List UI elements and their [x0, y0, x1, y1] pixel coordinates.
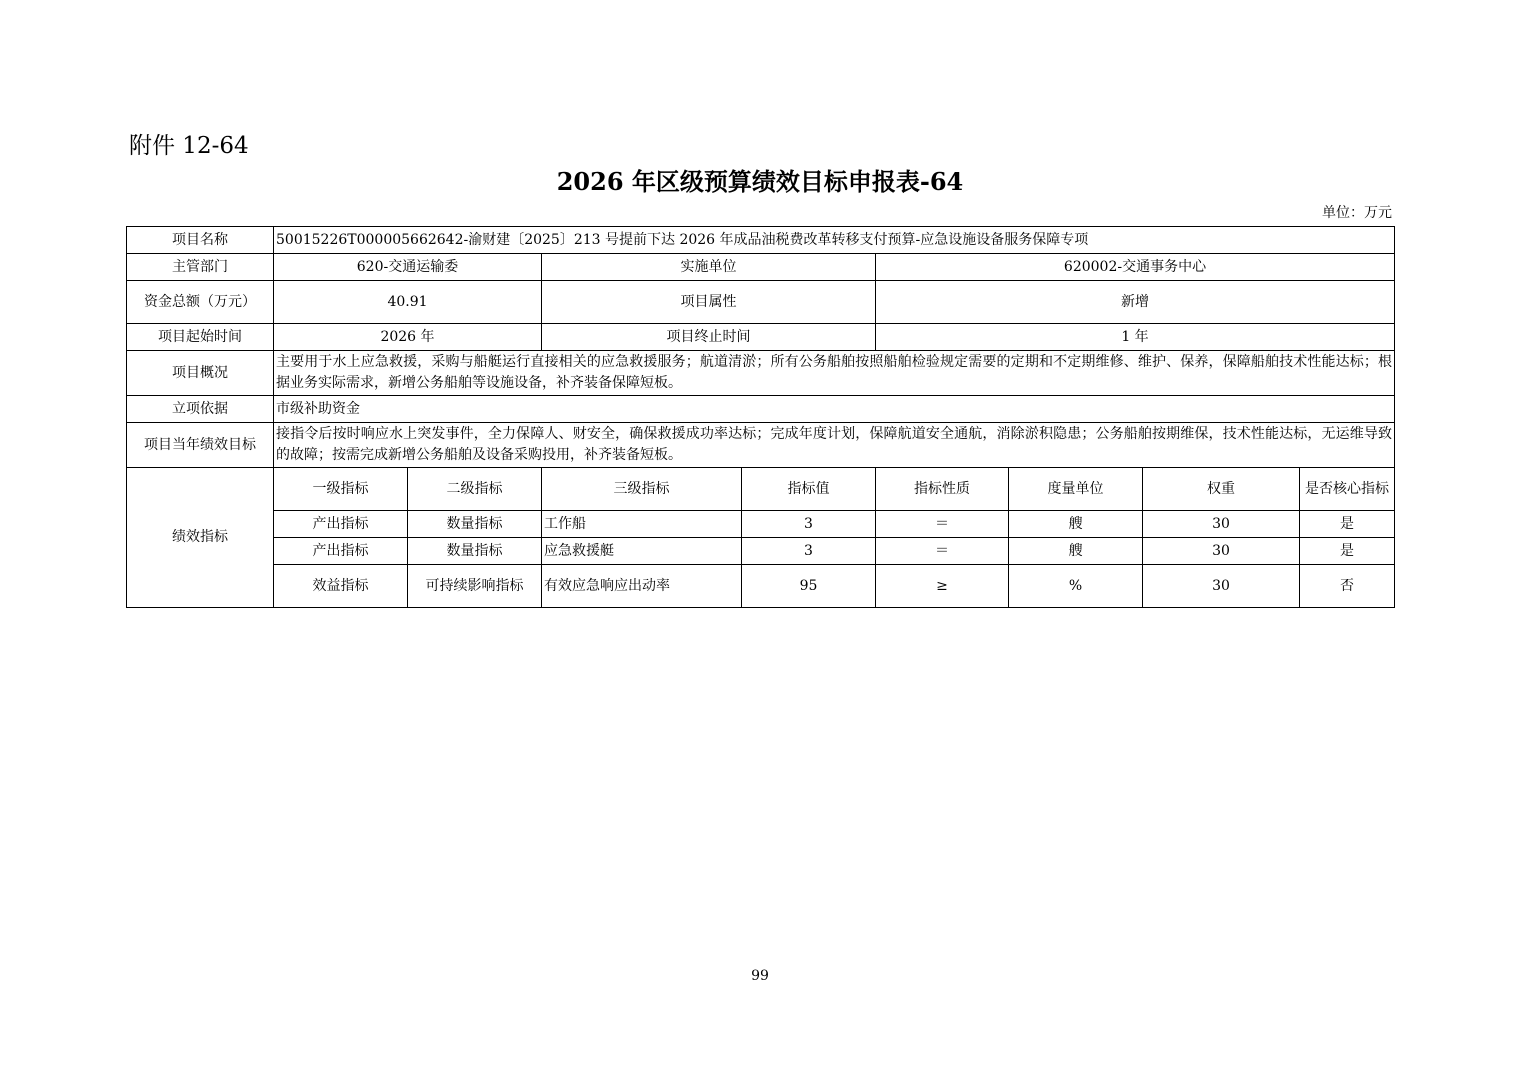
value-cell: 3 [742, 538, 876, 565]
indicators-label: 绩效指标 [127, 468, 274, 608]
level3-cell: 有效应急响应出动率 [542, 565, 742, 608]
department-label: 主管部门 [127, 254, 274, 281]
header-level3: 三级指标 [542, 468, 742, 511]
basis-row [127, 396, 1395, 423]
implementing-unit-value: 620002-交通事务中心 [876, 254, 1395, 281]
header-weight: 权重 [1143, 468, 1300, 511]
start-time-label: 项目起始时间 [127, 324, 274, 351]
total-fund-value: 40.91 [274, 281, 542, 324]
goal-row [127, 423, 1395, 468]
level1-cell: 产出指标 [274, 538, 408, 565]
total-fund-label: 资金总额（万元） [127, 281, 274, 324]
level3-cell: 应急救援艇 [542, 538, 742, 565]
header-level1: 一级指标 [274, 468, 408, 511]
goal-label: 项目当年绩效目标 [127, 423, 274, 468]
indicator-row [127, 538, 1395, 565]
implementing-unit-label: 实施单位 [542, 254, 876, 281]
basis-value: 市级补助资金 [274, 396, 1395, 423]
nature-cell: ＝ [876, 511, 1009, 538]
basis-label: 立项依据 [127, 396, 274, 423]
weight-cell: 30 [1143, 538, 1300, 565]
unit-cell: 艘 [1009, 511, 1143, 538]
overview-label: 项目概况 [127, 351, 274, 396]
end-time-label: 项目终止时间 [542, 324, 876, 351]
unit-cell: 艘 [1009, 538, 1143, 565]
unit-label: 单位：万元 [1322, 205, 1392, 221]
document-title: 2026 年区级预算绩效目标申报表-64 [556, 167, 964, 196]
header-unit: 度量单位 [1009, 468, 1143, 511]
level1-cell: 产出指标 [274, 511, 408, 538]
page-number: 99 [751, 968, 769, 984]
attachment-label: 附件 12-64 [129, 133, 249, 159]
period-row [127, 324, 1395, 351]
level2-cell: 数量指标 [408, 511, 542, 538]
header-core: 是否核心指标 [1300, 468, 1395, 511]
core-cell: 是 [1300, 538, 1395, 565]
budget-performance-table [126, 226, 1395, 608]
header-nature: 指标性质 [876, 468, 1009, 511]
fund-row [127, 281, 1395, 324]
level2-cell: 数量指标 [408, 538, 542, 565]
nature-cell: ≥ [876, 565, 1009, 608]
project-name-value: 50015226T000005662642-渝财建〔2025〕213 号提前下达 2026 年成品油税费改革转移支付预算-应急设施设备服务保障专项 [274, 227, 1395, 254]
indicator-header-row [127, 468, 1395, 511]
project-name-row [127, 227, 1395, 254]
nature-cell: ＝ [876, 538, 1009, 565]
level1-cell: 效益指标 [274, 565, 408, 608]
overview-value: 主要用于水上应急救援，采购与船艇运行直接相关的应急救援服务；航道清淤；所有公务船舶按照船舶检验规定需要的定期和不定期维修、维护、保养，保障船舶技术性能达标；根据业务实际需求，新增公务船舶等设施设备，补齐装备保障短板。 [274, 351, 1395, 396]
indicator-row [127, 565, 1395, 608]
project-attribute-label: 项目属性 [542, 281, 876, 324]
department-value: 620-交通运输委 [274, 254, 542, 281]
indicator-row [127, 511, 1395, 538]
unit-cell: % [1009, 565, 1143, 608]
header-level2: 二级指标 [408, 468, 542, 511]
level3-cell: 工作船 [542, 511, 742, 538]
project-attribute-value: 新增 [876, 281, 1395, 324]
start-time-value: 2026 年 [274, 324, 542, 351]
core-cell: 否 [1300, 565, 1395, 608]
value-cell: 3 [742, 511, 876, 538]
department-row [127, 254, 1395, 281]
goal-value: 接指令后按时响应水上突发事件，全力保障人、财安全，确保救援成功率达标；完成年度计划，保障航道安全通航，消除淤积隐患；公务船舶按期维保，技术性能达标，无运维导致的故障；按需完成新增公务船舶及设备采购投用，补齐装备短板。 [274, 423, 1395, 468]
project-name-label: 项目名称 [127, 227, 274, 254]
header-value: 指标值 [742, 468, 876, 511]
core-cell: 是 [1300, 511, 1395, 538]
end-time-value: 1 年 [876, 324, 1395, 351]
value-cell: 95 [742, 565, 876, 608]
weight-cell: 30 [1143, 511, 1300, 538]
level2-cell: 可持续影响指标 [408, 565, 542, 608]
overview-row [127, 351, 1395, 396]
weight-cell: 30 [1143, 565, 1300, 608]
